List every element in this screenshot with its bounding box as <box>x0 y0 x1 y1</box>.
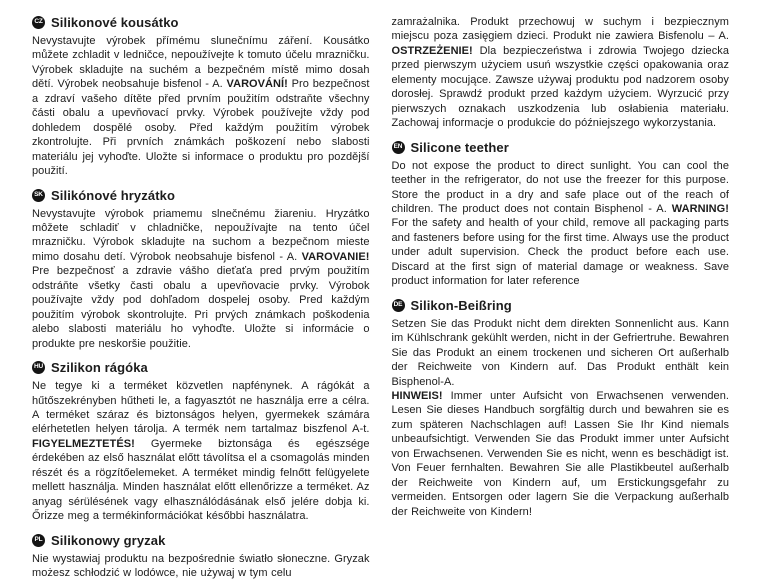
section-de <box>392 298 730 519</box>
section-en <box>392 140 730 289</box>
section-title: Szilikon rágóka <box>51 360 148 376</box>
body-text: Do not expose the product to direct sunlight. You can cool the teether in the refrigerator, do not use the freezer for this purpose. Store the product in a dry and safe place out of the reach of children. The product does not contain Bisphenol - A. <box>391 159 729 215</box>
section-title: Silicone teether <box>410 139 509 155</box>
language-badge-de: DE <box>392 299 405 312</box>
body-text: zamrażalnika. Produkt przechowuj w suchym i bezpiecznym miejscu poza zasięgiem dzieci. Produkt nie zawiera Bisfenolu – A. <box>391 16 729 43</box>
body-text: Dla bezpieczeństwa i zdrowia Twojego dziecka przed pierwszym użyciem usuń wszystkie części opakowania oraz elementy mocujące. Zawsze używaj produktu pod nadzorem osoby dorosłej. Sprawdź produkt przed każdym użyciem. Wyrzucić przy pierwszych oznakach uszkodzenia lub osłabienia materiału. Zachowaj informacje o produkcie do późniejszego wykorzystania. <box>391 44 729 130</box>
body-paragraph <box>32 552 370 580</box>
body-paragraph <box>32 34 370 179</box>
body-text: Ne tegye ki a terméket közvetlen napfénynek. A rágókát a hűtőszekrényben hűtheti le, a fagyasztót ne használja erre a célra. A terméket száraz és biztonságos helyen, gyermekek számára elérhetetlen helyen tárolja. A termék nem tartalmaz biszfenol A-t. <box>32 380 370 436</box>
body-text: Gyermeke biztonsága és egészsége érdekében az első használat előtt távolítsa el a csomagolás minden részét és a rögzítőelemeket. A terméket mindig felnőtt felügyelete mellett használja. Minden használat előtt ellenőrizze a terméket. Az anyag sérülésének vagy elhasználódásának első jelére dobja ki. Őrizze meg a termékinformációkat későbbi használatra. <box>32 437 370 523</box>
section-title: Silikónové hryzátko <box>51 187 175 203</box>
language-badge-en: EN <box>392 141 405 154</box>
section-pl-continued <box>392 15 730 131</box>
section-title: Silikonové kousátko <box>51 15 179 30</box>
body-paragraph <box>32 207 370 352</box>
warning-keyword: VAROVANIE! <box>301 250 370 263</box>
section-heading-pl <box>32 533 370 548</box>
language-badge-pl: PL <box>32 534 45 547</box>
body-text: Pre bezpečnosť a zdravie vášho dieťaťa pred prvým použitím odstráňte všetky časti obalu a upevňovacie prvky. Výrobok používajte vždy pod dohľadom dospelej osoby. Pred každým použitím výrobok skontrolujte. Pri prvých známkach poškodenia alebo slabosti materiálu ho vyhoďte. Uložte si informácie o produkte pre neskoršie použitie. <box>32 265 370 350</box>
section-pl <box>32 533 370 580</box>
section-cz <box>32 15 370 179</box>
body-paragraph <box>392 159 730 289</box>
section-heading-sk <box>32 188 370 203</box>
section-title: Silikon-Beißring <box>410 297 512 313</box>
body-text: Immer unter Aufsicht von Erwachsenen verwenden. Lesen Sie dieses Handbuch sorgfältig durch und bewahren sie es zum späteren Nachschlagen auf! Lassen Sie Ihr Kind niemals unbeaufsichtigt. Verwenden Sie das Produkt immer unter Aufsicht von Erwachsenen. Verwenden Sie es nicht, wenn es beschädigt ist. Von Feuer fernhalten. Bewahren Sie alle Plastikbeutel außerhalb der Reichweite von Kindern auf, um Erstickungsgefahr zu vermeiden. Entsorgen oder lagern Sie die Verpackung außerhalb der Reichweite von Kindern! <box>391 389 729 518</box>
section-heading-cz <box>32 15 370 30</box>
warning-keyword: OSTRZEŻENIE! <box>391 44 473 57</box>
body-text: Pro bezpečnost a zdraví vašeho dítěte před prvním použitím odstraňte všechny části obalu a upevňovací prvky. Výrobek používejte vždy pod dohledem dospělé osoby. Před každým použitím výrobek zkontrolujte. Při prvních známkách poškození nebo slabosti materiálu jej vyhoďte. Uložte si informace o produktu pro pozdější použití. <box>32 78 370 178</box>
warning-keyword: WARNING! <box>671 202 729 215</box>
body-text: Nie wystawiaj produktu na bezpośrednie światło słoneczne. Gryzak możesz schłodzić w lodówce, nie używaj w tym celu <box>32 552 370 580</box>
language-badge-hu: HU <box>32 361 45 374</box>
body-paragraph <box>392 317 730 389</box>
section-heading-de <box>392 298 730 313</box>
section-hu <box>32 360 370 524</box>
body-text: Nevystavujte výrobok priamemu slnečnému žiareniu. Hryzátko môžete schladiť v chladničke, nepoužívajte na tento účel mrazničku. Výrobok skladujte na suchom a bezpečnom mieste mimo dosahu detí. Výrobok neobsahuje bisfenol - A. <box>32 207 370 263</box>
body-paragraph <box>392 15 730 131</box>
body-text: Setzen Sie das Produkt nicht dem direkten Sonnenlicht aus. Kann im Kühlschrank gekühlt werden, nicht in der Gefriertruhe. Bewahren Sie das Produkt an einem trockenen und sicheren Ort außerhalb der Reichweite von Kindern auf. Das Produkt enthält kein Bisphenol-A. <box>391 317 729 388</box>
body-paragraph <box>392 389 730 519</box>
body-text: Nevystavujte výrobek přímému slunečnímu záření. Kousátko můžete zchladit v ledničce, nepoužívejte k tomuto účelu mrazničku. Výrobek skladujte na suchém a bezpečném místě mimo dosah dětí. Výrobek neobsahuje bisfenol - A. <box>32 35 370 91</box>
warning-keyword: VAROVÁNÍ! <box>226 78 288 91</box>
left-column <box>32 15 370 580</box>
section-heading-en <box>392 140 730 155</box>
section-heading-hu <box>32 360 370 375</box>
warning-keyword: HINWEIS! <box>391 389 443 402</box>
right-column <box>392 15 730 580</box>
language-badge-cz: CZ <box>32 16 45 29</box>
body-paragraph <box>32 379 370 524</box>
warning-keyword: FIGYELMEZTETÉS! <box>32 437 135 450</box>
body-text: For the safety and health of your child, remove all packaging parts and fasteners before using for the first time. Always use the product under adult supervision. Check the product before each use. Discard at the first sign of material damage or weakness. Save product information for later reference <box>391 217 729 288</box>
section-title: Silikonowy gryzak <box>51 532 166 548</box>
section-sk <box>32 188 370 352</box>
language-badge-sk: SK <box>32 189 45 202</box>
